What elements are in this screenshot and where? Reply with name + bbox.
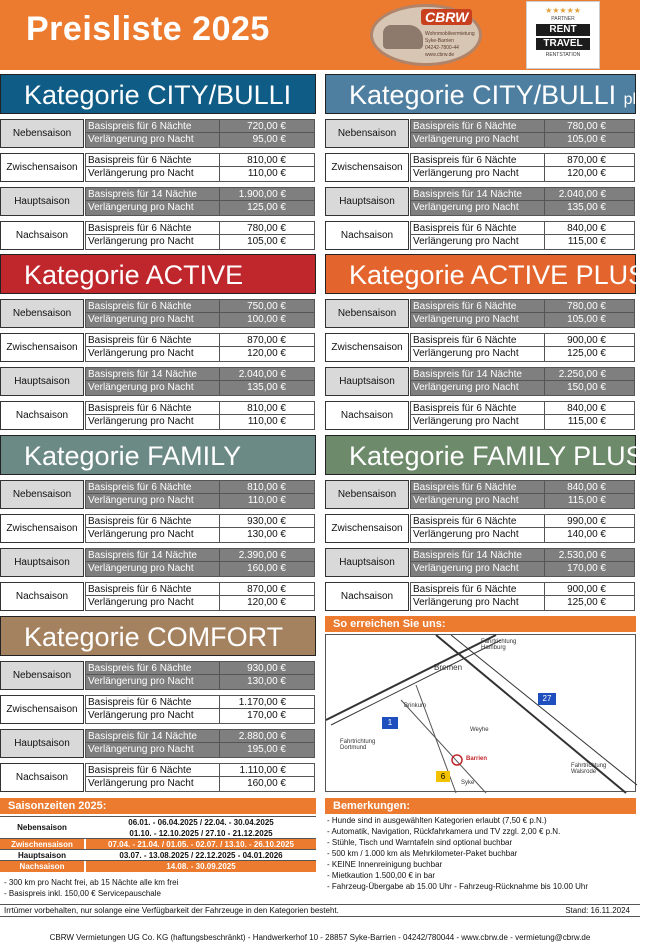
map-heading: So erreichen Sie uns: xyxy=(325,616,636,632)
base-price-line xyxy=(85,333,315,347)
base-price-line xyxy=(85,480,315,494)
extension-line xyxy=(410,562,635,577)
season-label: Zwischensaison xyxy=(325,153,409,182)
base-price-label: Basispreis für 6 Nächte xyxy=(413,482,517,493)
logo-line: Wohnmobilvermietung xyxy=(425,31,475,37)
disclaimer-bar xyxy=(0,904,640,917)
extension-value: 160,00 € xyxy=(247,563,286,574)
extension-label: Verlängerung pro Nacht xyxy=(413,597,519,608)
extension-line xyxy=(85,381,315,396)
price-row xyxy=(0,401,316,430)
price-row xyxy=(325,119,636,148)
cbrw-logo xyxy=(370,4,482,66)
price-row xyxy=(0,367,316,396)
season-label: Hauptsaison xyxy=(0,367,84,396)
bemerkung-item: - Fahrzeug-Übergabe ab 15.00 Uhr - Fahrzeug-Rücknahme bis 10.00 Uhr xyxy=(327,882,589,891)
extension-label: Verlängerung pro Nacht xyxy=(88,236,194,247)
base-price-line xyxy=(85,299,315,313)
extension-line xyxy=(85,347,315,362)
price-row xyxy=(0,299,316,328)
base-price-label: Basispreis für 6 Nächte xyxy=(88,121,192,132)
season-label: Zwischensaison xyxy=(0,333,84,362)
price-row xyxy=(0,119,316,148)
category-heading xyxy=(0,435,316,475)
extension-value: 115,00 € xyxy=(567,495,606,506)
category-title: Kategorie ACTIVE PLUS xyxy=(349,260,647,290)
base-price-label: Basispreis für 6 Nächte xyxy=(413,121,517,132)
extension-value: 110,00 € xyxy=(247,168,286,179)
map-label-walsrode: Fahrtrichtung Walsrode xyxy=(571,763,607,775)
price-row xyxy=(0,153,316,182)
season-label: Nebensaison xyxy=(0,661,84,690)
extension-value: 120,00 € xyxy=(567,168,606,179)
extension-line xyxy=(410,167,635,182)
base-price-label: Basispreis für 6 Nächte xyxy=(88,335,192,346)
base-price-line xyxy=(410,401,635,415)
category-title: Kategorie FAMILY PLUS xyxy=(349,441,644,471)
base-price-label: Basispreis für 14 Nächte xyxy=(413,369,522,380)
base-price-label: Basispreis für 6 Nächte xyxy=(88,516,192,527)
base-price-label: Basispreis für 6 Nächte xyxy=(88,584,192,595)
base-price-line xyxy=(85,153,315,167)
category-heading xyxy=(325,435,644,475)
header-bar xyxy=(0,0,640,70)
bemerkung-item: - KEINE Innenreinigung buchbar xyxy=(327,860,443,869)
base-price-line xyxy=(85,582,315,596)
bemerkung-item: - Hunde sind in ausgewählten Kategorien erlaubt (7,50 € p.N.) xyxy=(327,816,547,825)
base-price-line xyxy=(85,187,315,201)
price-row xyxy=(0,514,316,543)
base-price-line xyxy=(85,367,315,381)
badge-rent: RENT xyxy=(536,24,590,36)
page-title: Preisliste 2025 xyxy=(26,10,270,48)
base-price-line xyxy=(410,153,635,167)
saison-heading: Saisonzeiten 2025: xyxy=(0,798,316,814)
base-price-value: 870,00 € xyxy=(247,584,286,595)
extension-label: Verlängerung pro Nacht xyxy=(88,529,194,540)
extension-line xyxy=(410,415,635,430)
price-row xyxy=(0,661,316,690)
season-label: Hauptsaison xyxy=(0,548,84,577)
extension-line xyxy=(410,596,635,611)
category-heading xyxy=(325,254,647,294)
price-row xyxy=(325,153,636,182)
category-heading xyxy=(0,616,316,656)
price-row xyxy=(325,333,636,362)
base-price-label: Basispreis für 6 Nächte xyxy=(413,301,517,312)
extension-label: Verlängerung pro Nacht xyxy=(413,416,519,427)
extension-label: Verlängerung pro Nacht xyxy=(88,676,194,687)
category-suffix: plus xyxy=(623,91,653,108)
extension-label: Verlängerung pro Nacht xyxy=(88,168,194,179)
extension-value: 170,00 € xyxy=(247,710,286,721)
price-row xyxy=(0,582,316,611)
base-price-value: 750,00 € xyxy=(247,301,286,312)
map-label-brinkum: Brinkum xyxy=(404,703,427,709)
price-row xyxy=(325,514,636,543)
base-price-value: 780,00 € xyxy=(567,301,606,312)
base-price-line xyxy=(85,695,315,709)
extension-value: 135,00 € xyxy=(247,382,286,393)
season-label: Nebensaison xyxy=(325,480,409,509)
saison-row xyxy=(0,849,316,860)
bemerkung-item: - Stühle, Tisch und Warntafeln sind optional buchbar xyxy=(327,838,513,847)
extension-value: 130,00 € xyxy=(247,529,286,540)
extension-label: Verlängerung pro Nacht xyxy=(88,382,194,393)
extension-label: Verlängerung pro Nacht xyxy=(413,236,519,247)
price-row xyxy=(0,187,316,216)
stars-icon: ★★★★★ xyxy=(545,6,581,15)
price-row xyxy=(325,582,636,611)
base-price-label: Basispreis für 6 Nächte xyxy=(88,403,192,414)
extension-value: 115,00 € xyxy=(567,416,606,427)
extension-line xyxy=(85,494,315,509)
autobahn-a27-sign: 27 xyxy=(538,693,556,705)
season-label: Hauptsaison xyxy=(325,187,409,216)
season-label: Nebensaison xyxy=(0,480,84,509)
base-price-value: 840,00 € xyxy=(567,223,606,234)
extension-line xyxy=(85,596,315,611)
camper-van-icon xyxy=(383,25,423,49)
extension-value: 160,00 € xyxy=(247,778,286,789)
extension-line xyxy=(410,313,635,328)
extension-value: 100,00 € xyxy=(247,314,286,325)
base-price-label: Basispreis für 6 Nächte xyxy=(88,482,192,493)
stand-date: Stand: 16.11.2024 xyxy=(565,906,630,915)
season-label: Zwischensaison xyxy=(325,514,409,543)
base-price-label: Basispreis für 14 Nächte xyxy=(413,189,522,200)
extension-label: Verlängerung pro Nacht xyxy=(88,597,194,608)
base-price-line xyxy=(85,119,315,133)
map-label-barrien: Barrien xyxy=(466,756,488,762)
extension-value: 140,00 € xyxy=(567,529,606,540)
price-row xyxy=(325,367,636,396)
extension-value: 130,00 € xyxy=(247,676,286,687)
base-price-value: 900,00 € xyxy=(567,335,606,346)
base-price-value: 1.900,00 € xyxy=(238,189,286,200)
price-row xyxy=(0,695,316,724)
disclaimer-text: Irrtümer vorbehalten, nur solange eine Verfügbarkeit der Fahrzeuge in den Kategorien besteht. xyxy=(4,906,339,915)
price-row xyxy=(325,187,636,216)
season-label: Nebensaison xyxy=(325,299,409,328)
base-price-value: 840,00 € xyxy=(567,482,606,493)
rent-and-travel-badge xyxy=(526,1,600,69)
base-price-line xyxy=(85,763,315,777)
base-price-line xyxy=(410,514,635,528)
extension-label: Verlängerung pro Nacht xyxy=(413,134,519,145)
season-label: Zwischensaison xyxy=(325,333,409,362)
base-price-value: 810,00 € xyxy=(247,482,286,493)
base-price-label: Basispreis für 6 Nächte xyxy=(88,223,192,234)
base-price-value: 870,00 € xyxy=(247,335,286,346)
extension-line xyxy=(85,201,315,216)
extension-line xyxy=(410,235,635,250)
base-price-line xyxy=(85,729,315,743)
bemerkung-item: - Automatik, Navigation, Rückfahrkamera und TV zzgl. 2,00 € p.N. xyxy=(327,827,561,836)
base-price-line xyxy=(410,221,635,235)
base-price-value: 780,00 € xyxy=(567,121,606,132)
extension-value: 125,00 € xyxy=(567,348,606,359)
base-price-label: Basispreis für 6 Nächte xyxy=(413,223,517,234)
company-footer: CBRW Vermietungen UG Co. KG (haftungsbeschränkt) - Handwerkerhof 10 - 28857 Syke-Barrien - 04242/780044 - www.cbrw.de - vermietung@cbrw.de xyxy=(49,933,591,942)
season-label: Nachsaison xyxy=(325,401,409,430)
base-price-label: Basispreis für 6 Nächte xyxy=(88,301,192,312)
bemerkungen-heading: Bemerkungen: xyxy=(325,798,636,814)
base-price-value: 1.170,00 € xyxy=(238,697,286,708)
base-price-line xyxy=(410,299,635,313)
extension-value: 115,00 € xyxy=(567,236,606,247)
extension-value: 135,00 € xyxy=(567,202,606,213)
extension-label: Verlängerung pro Nacht xyxy=(88,348,194,359)
season-label: Nebensaison xyxy=(0,119,84,148)
category-title: Kategorie CITY/BULLI xyxy=(24,80,292,110)
autobahn-a1-sign: 1 xyxy=(382,717,398,729)
extension-value: 110,00 € xyxy=(247,495,286,506)
saison-dates: 07.04. - 21.04. / 01.05. - 02.07. / 13.10. - 26.10.2025 xyxy=(86,839,316,850)
extension-value: 170,00 € xyxy=(567,563,606,574)
base-price-value: 870,00 € xyxy=(567,155,606,166)
category-heading xyxy=(325,74,653,114)
season-label: Nebensaison xyxy=(325,119,409,148)
extension-line xyxy=(410,347,635,362)
base-price-label: Basispreis für 14 Nächte xyxy=(88,369,197,380)
extension-label: Verlängerung pro Nacht xyxy=(413,563,519,574)
price-row xyxy=(325,401,636,430)
season-label: Nachsaison xyxy=(0,763,84,792)
extension-line xyxy=(410,494,635,509)
season-label: Nachsaison xyxy=(325,221,409,250)
base-price-value: 810,00 € xyxy=(247,155,286,166)
base-price-line xyxy=(85,661,315,675)
season-label: Nebensaison xyxy=(0,299,84,328)
bundesstrasse-6-sign: 6 xyxy=(436,771,450,782)
extension-label: Verlängerung pro Nacht xyxy=(88,314,194,325)
base-price-line xyxy=(410,582,635,596)
extension-label: Verlängerung pro Nacht xyxy=(413,202,519,213)
extension-value: 105,00 € xyxy=(247,236,286,247)
base-price-line xyxy=(410,548,635,562)
extension-label: Verlängerung pro Nacht xyxy=(88,416,194,427)
season-label: Nachsaison xyxy=(0,221,84,250)
extension-label: Verlängerung pro Nacht xyxy=(88,134,194,145)
saison-dates: 03.07. - 13.08.2025 / 22.12.2025 - 04.01.2026 xyxy=(86,850,316,861)
map-label-weyhe: Weyhe xyxy=(470,727,489,733)
price-row xyxy=(0,480,316,509)
extension-line xyxy=(410,381,635,396)
extension-line xyxy=(85,562,315,577)
saison-name: Zwischensaison xyxy=(0,839,84,850)
base-price-label: Basispreis für 14 Nächte xyxy=(88,731,197,742)
extension-label: Verlängerung pro Nacht xyxy=(88,495,194,506)
category-heading xyxy=(0,74,316,114)
extension-label: Verlängerung pro Nacht xyxy=(413,382,519,393)
price-row xyxy=(0,333,316,362)
base-price-value: 2.530,00 € xyxy=(558,550,606,561)
extension-value: 120,00 € xyxy=(247,348,286,359)
base-price-label: Basispreis für 6 Nächte xyxy=(413,155,517,166)
base-price-label: Basispreis für 6 Nächte xyxy=(88,697,192,708)
base-price-line xyxy=(410,119,635,133)
base-price-line xyxy=(85,548,315,562)
bemerkung-item: - Mietkaution 1.500,00 € in bar xyxy=(327,871,436,880)
map-label-hamburg: Fahrtrichtung Hamburg xyxy=(481,639,517,651)
saison-dates: 01.10. - 12.10.2025 / 27.10 - 21.12.2025 xyxy=(86,828,316,839)
season-label: Nachsaison xyxy=(0,401,84,430)
logo-line: www.cbrw.de xyxy=(425,52,455,58)
map-label-dortmund: Fahrtrichtung Dortmund xyxy=(340,739,376,751)
extension-line xyxy=(85,133,315,148)
price-row xyxy=(325,221,636,250)
extension-label: Verlängerung pro Nacht xyxy=(88,778,194,789)
base-price-value: 930,00 € xyxy=(247,516,286,527)
extension-label: Verlängerung pro Nacht xyxy=(413,495,519,506)
base-price-line xyxy=(410,367,635,381)
base-price-value: 780,00 € xyxy=(247,223,286,234)
extension-label: Verlängerung pro Nacht xyxy=(413,529,519,540)
extension-value: 125,00 € xyxy=(567,597,606,608)
price-row xyxy=(0,763,316,792)
season-label: Zwischensaison xyxy=(0,514,84,543)
base-price-value: 810,00 € xyxy=(247,403,286,414)
price-row xyxy=(0,548,316,577)
base-price-label: Basispreis für 6 Nächte xyxy=(413,335,517,346)
base-price-value: 990,00 € xyxy=(567,516,606,527)
base-price-label: Basispreis für 6 Nächte xyxy=(88,765,192,776)
saison-dates: 06.01. - 06.04.2025 / 22.04. - 30.04.2025 xyxy=(86,817,316,828)
season-label: Zwischensaison xyxy=(0,695,84,724)
extension-value: 125,00 € xyxy=(247,202,286,213)
bemerkung-item: - 500 km / 1.000 km als Mehrkilometer-Paket buchbar xyxy=(327,849,518,858)
base-price-label: Basispreis für 6 Nächte xyxy=(413,516,517,527)
extension-line xyxy=(85,313,315,328)
base-price-label: Basispreis für 6 Nächte xyxy=(413,584,517,595)
extension-line xyxy=(85,167,315,182)
extension-label: Verlängerung pro Nacht xyxy=(413,314,519,325)
extension-line xyxy=(85,709,315,724)
base-price-label: Basispreis für 6 Nächte xyxy=(88,155,192,166)
extension-value: 105,00 € xyxy=(567,314,606,325)
saison-name: Nachsaison xyxy=(0,861,84,872)
extension-value: 195,00 € xyxy=(247,744,286,755)
base-price-label: Basispreis für 6 Nächte xyxy=(413,403,517,414)
season-label: Nachsaison xyxy=(0,582,84,611)
base-price-label: Basispreis für 14 Nächte xyxy=(88,189,197,200)
category-title: Kategorie COMFORT xyxy=(24,622,284,652)
extension-value: 110,00 € xyxy=(247,416,286,427)
season-label: Hauptsaison xyxy=(325,367,409,396)
directions-map xyxy=(325,634,636,792)
map-label-syke: Syke xyxy=(461,780,475,786)
extension-value: 105,00 € xyxy=(567,134,606,145)
season-label: Hauptsaison xyxy=(0,187,84,216)
saison-row xyxy=(0,838,316,849)
category-heading xyxy=(0,254,316,294)
base-price-value: 930,00 € xyxy=(247,663,286,674)
base-price-line xyxy=(85,401,315,415)
extension-label: Verlängerung pro Nacht xyxy=(413,168,519,179)
base-price-value: 1.110,00 € xyxy=(239,765,286,776)
logo-line: 04242-7800-44 xyxy=(425,45,459,51)
base-price-value: 840,00 € xyxy=(567,403,606,414)
extension-line xyxy=(410,528,635,543)
extension-value: 120,00 € xyxy=(247,597,286,608)
extension-label: Verlängerung pro Nacht xyxy=(88,710,194,721)
saison-dates: 14.08. - 30.09.2025 xyxy=(86,861,316,872)
extension-line xyxy=(85,415,315,430)
base-price-value: 900,00 € xyxy=(567,584,606,595)
season-label: Zwischensaison xyxy=(0,153,84,182)
base-price-value: 720,00 € xyxy=(247,121,286,132)
season-label: Hauptsaison xyxy=(325,548,409,577)
price-row xyxy=(0,729,316,758)
extension-value: 95,00 € xyxy=(252,134,286,145)
category-title: Kategorie FAMILY xyxy=(24,441,242,471)
extension-label: Verlängerung pro Nacht xyxy=(88,202,194,213)
saison-row xyxy=(0,860,316,871)
base-price-value: 2.250,00 € xyxy=(558,369,606,380)
season-label: Nachsaison xyxy=(325,582,409,611)
extension-line xyxy=(410,201,635,216)
map-label-bremen: Bremen xyxy=(434,663,463,672)
base-price-line xyxy=(85,514,315,528)
saison-note: - 300 km pro Nacht frei, ab 15 Nächte alle km frei xyxy=(4,878,179,887)
extension-line xyxy=(85,777,315,792)
logo-line: Syke-Barrien xyxy=(425,38,454,44)
extension-line xyxy=(85,528,315,543)
season-label: Hauptsaison xyxy=(0,729,84,758)
extension-line xyxy=(85,743,315,758)
price-row xyxy=(325,480,636,509)
base-price-line xyxy=(85,221,315,235)
badge-partner: PARTNER xyxy=(551,16,575,22)
extension-label: Verlängerung pro Nacht xyxy=(88,744,194,755)
extension-line xyxy=(410,133,635,148)
base-price-line xyxy=(410,333,635,347)
category-title: Kategorie ACTIVE xyxy=(24,260,244,290)
saison-row xyxy=(0,816,316,838)
extension-label: Verlängerung pro Nacht xyxy=(88,563,194,574)
logo-name: CBRW xyxy=(421,9,472,25)
price-row xyxy=(325,548,636,577)
category-title: Kategorie CITY/BULLI xyxy=(349,80,617,110)
base-price-value: 2.880,00 € xyxy=(238,731,286,742)
extension-value: 150,00 € xyxy=(567,382,606,393)
extension-line xyxy=(85,675,315,690)
base-price-label: Basispreis für 14 Nächte xyxy=(88,550,197,561)
base-price-value: 2.040,00 € xyxy=(558,189,606,200)
saison-note: - Basispreis inkl. 150,00 € Servicepauschale xyxy=(4,889,161,898)
price-row xyxy=(0,221,316,250)
base-price-line xyxy=(410,480,635,494)
base-price-label: Basispreis für 6 Nächte xyxy=(88,663,192,674)
saison-name: Hauptsaison xyxy=(0,850,84,861)
base-price-value: 2.390,00 € xyxy=(238,550,286,561)
saison-name: Nebensaison xyxy=(0,817,84,839)
base-price-line xyxy=(410,187,635,201)
extension-label: Verlängerung pro Nacht xyxy=(413,348,519,359)
badge-sub: RENTSTATION xyxy=(545,52,581,58)
base-price-value: 2.040,00 € xyxy=(238,369,286,380)
price-row xyxy=(325,299,636,328)
extension-line xyxy=(85,235,315,250)
base-price-label: Basispreis für 14 Nächte xyxy=(413,550,522,561)
badge-travel: TRAVEL xyxy=(536,38,590,50)
